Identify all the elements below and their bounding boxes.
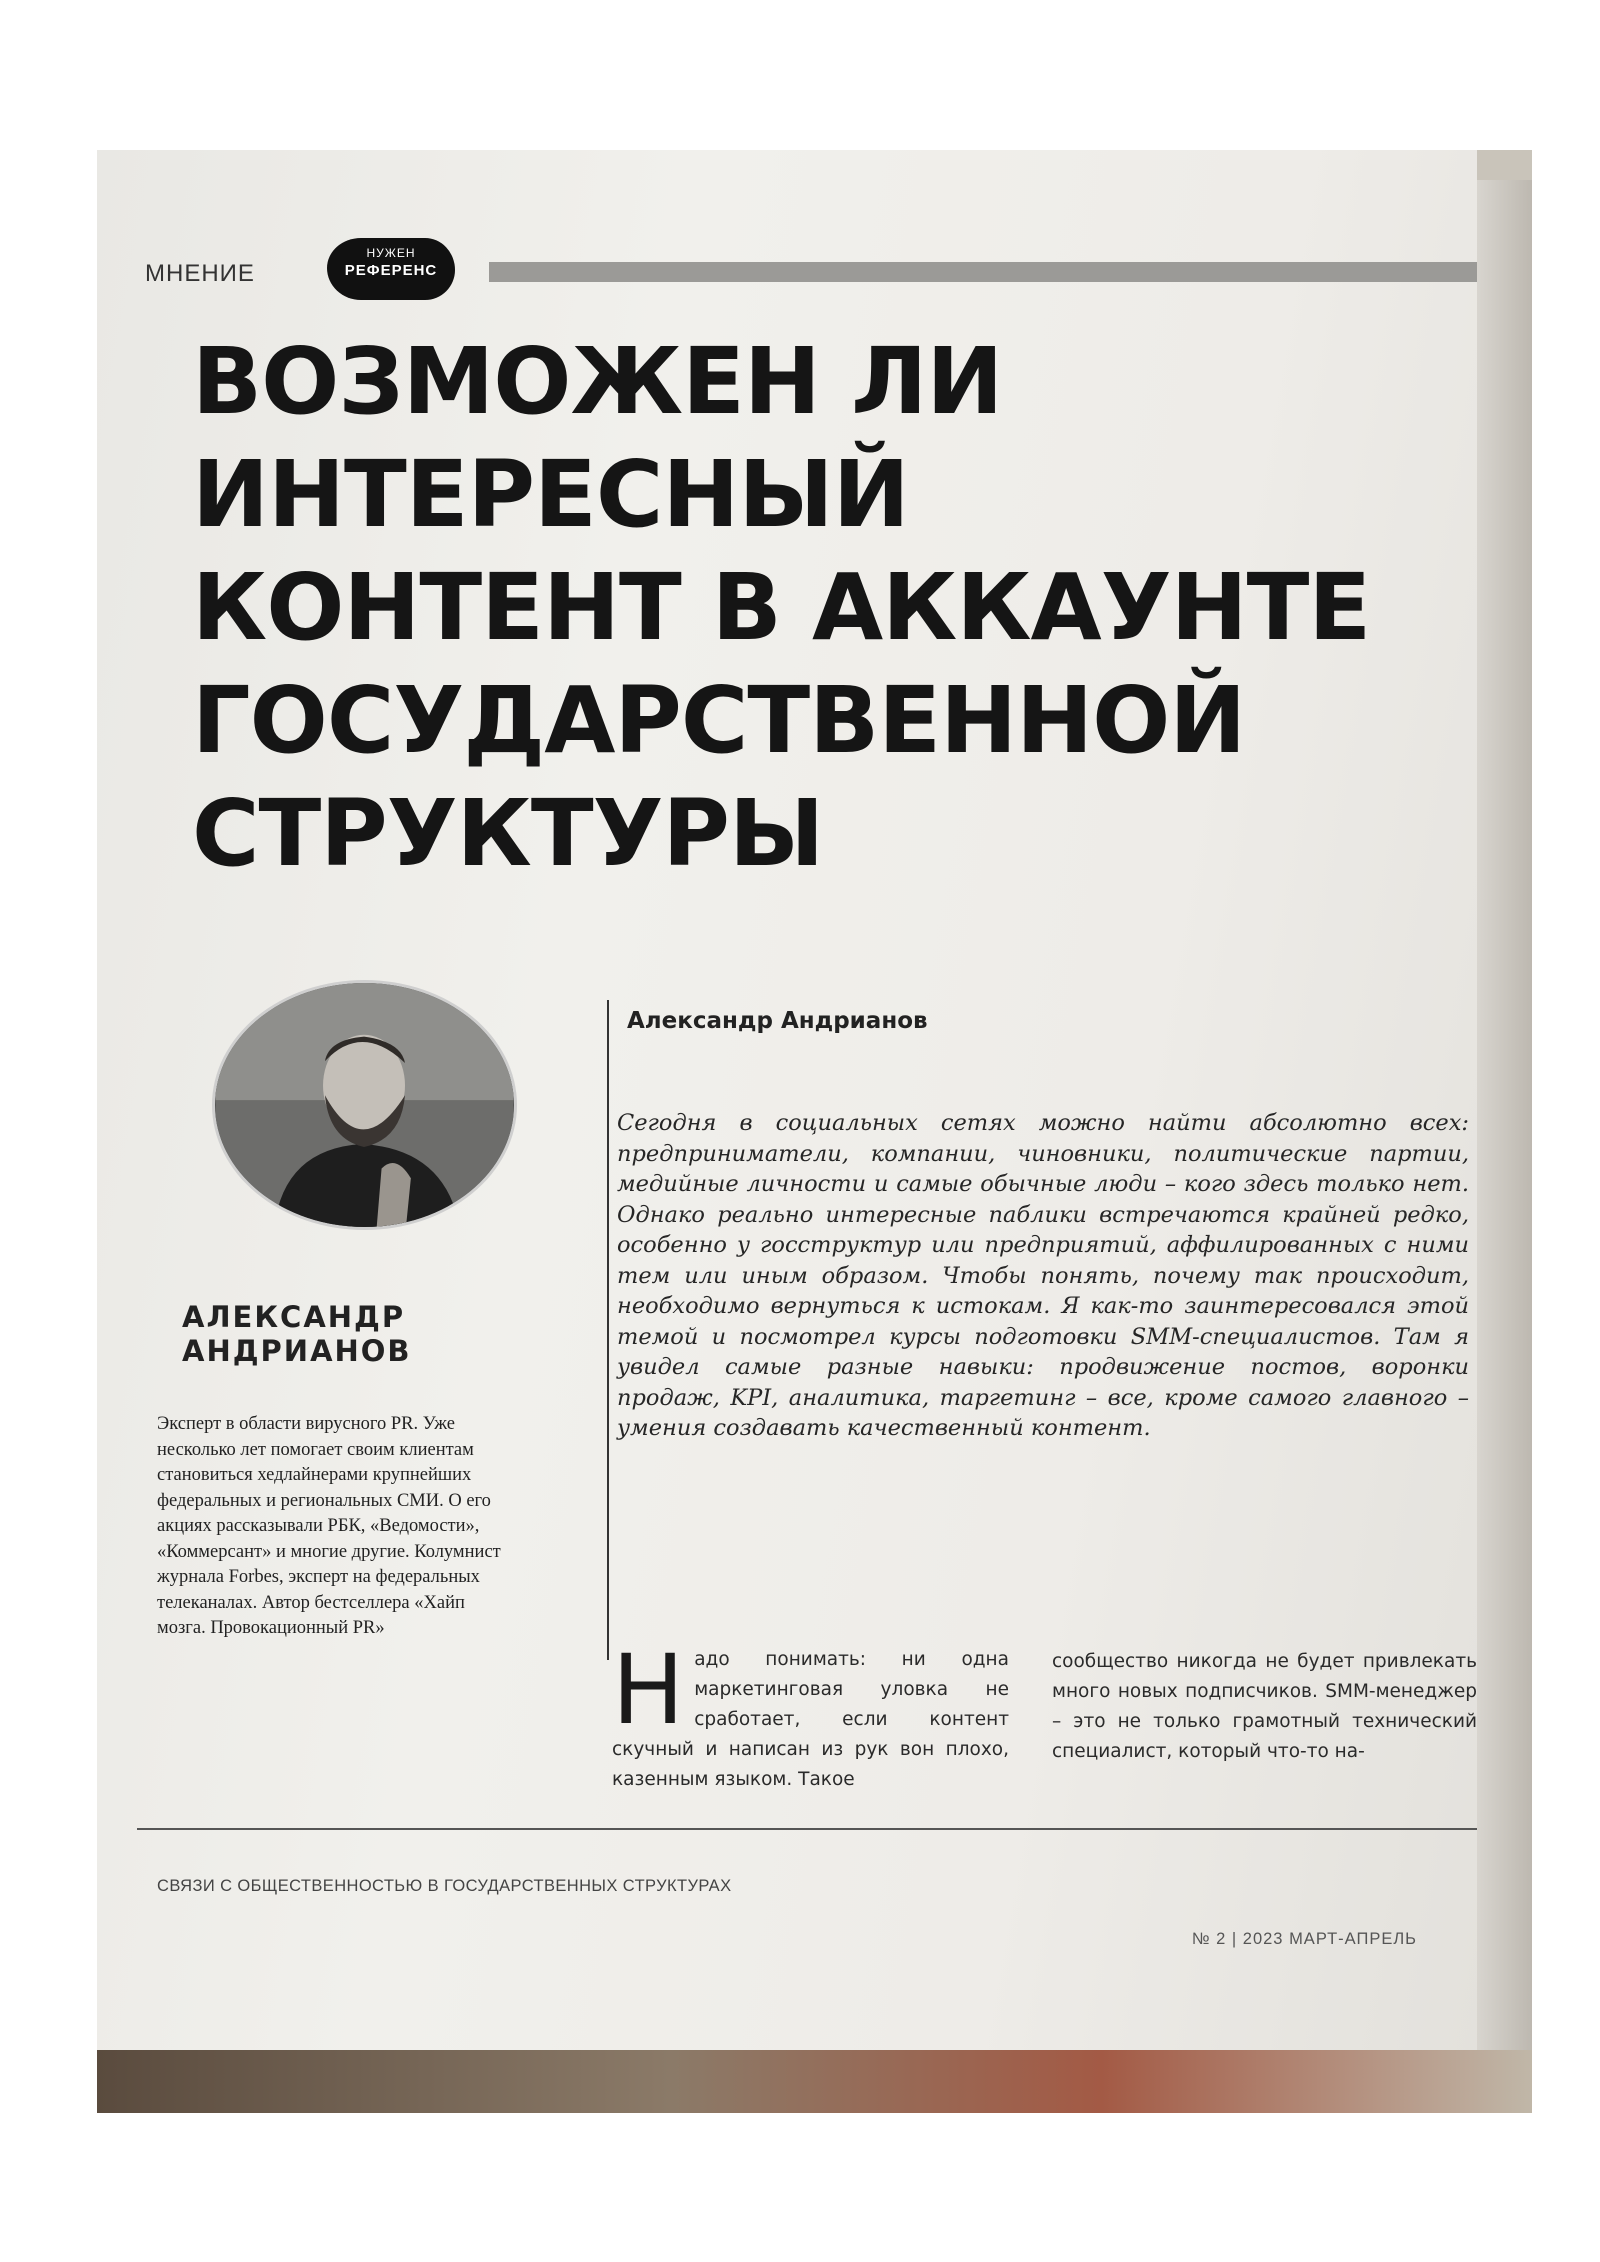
byline: Александр Андрианов — [627, 1008, 928, 1034]
body-column-2 — [1052, 1647, 1477, 1767]
body-text-2: сообщество никогда не будет привлекать много новых подписчиков. SMM-менеджер – это не только грамотный технический специалист, который что-то на- — [1052, 1651, 1477, 1762]
column-divider — [607, 1000, 609, 1660]
background-surface — [97, 2050, 1532, 2113]
author-first-name: АЛЕКСАНДР — [182, 1300, 406, 1334]
badge-line-2: РЕФЕРЕНС — [344, 262, 438, 279]
drop-cap: Н — [612, 1634, 685, 1746]
portrait-illustration — [215, 983, 514, 1227]
author-photo — [212, 980, 517, 1230]
next-page-edge — [1477, 180, 1532, 2050]
body-text-1: адо понимать: ни одна маркетинговая уловка не сработает, если контент скучный и написан из рук вон плохо, казенным языком. Такое — [612, 1649, 1009, 1790]
author-name-heading — [182, 1300, 482, 1368]
footer-rule — [137, 1828, 1477, 1830]
reference-badge — [327, 238, 455, 300]
footer-issue: № 2 | 2023 МАРТ-АПРЕЛЬ — [1191, 1930, 1417, 1948]
magazine-photo — [97, 150, 1532, 2113]
magazine-page — [97, 150, 1477, 2050]
header-rule — [489, 262, 1477, 282]
badge-line-1: НУЖЕН — [366, 246, 416, 260]
lead-paragraph: Сегодня в социальных сетях можно найти абсолютно всех: предприниматели, компании, чиновники, политические партии, медийные личности и самые обычные люди – кого здесь только нет. Однако реально интересные паблики встречаются крайней редко, особенно у госструктур или предприятий, аффилированных с ними тем или иным образом. Чтобы понять, почему так происходит, необходимо вернуться к истокам. Я как-то заинтересовался этой темой и посмотрел курсы подготовки SMM-специалистов. Там я увидел самые разные навыки: продвижение постов, воронки продаж, KPI, аналитика, таргетинг – все, кроме самого главного – умения создавать качественный контент. — [617, 1110, 1469, 1441]
footer-publication: СВЯЗИ С ОБЩЕСТВЕННОСТЬЮ В ГОСУДАРСТВЕННЫХ СТРУКТУРАХ — [157, 1877, 732, 1895]
author-bio: Эксперт в области вирусного PR. Уже несколько лет помогает своим клиентам становиться хедлайнерами крупнейших федеральных и региональных СМИ. О его акциях рассказывали РБК, «Ведомости», «Коммерсант» и многие другие. Колумнист журнала Forbes, эксперт на федеральных телеканалах. Автор бестселлера «Хайп мозга. Провокационный PR» — [157, 1414, 501, 1638]
body-column-1 — [612, 1634, 1009, 1795]
article-title: ВОЗМОЖЕН ЛИ ИНТЕРЕСНЫЙ КОНТЕНТ В АККАУНТЕ ГОСУДАРСТВЕННОЙ СТРУКТУРЫ — [192, 328, 1371, 887]
section-label: МНЕНИЕ — [145, 260, 255, 287]
author-last-name: АНДРИАНОВ — [182, 1334, 412, 1368]
